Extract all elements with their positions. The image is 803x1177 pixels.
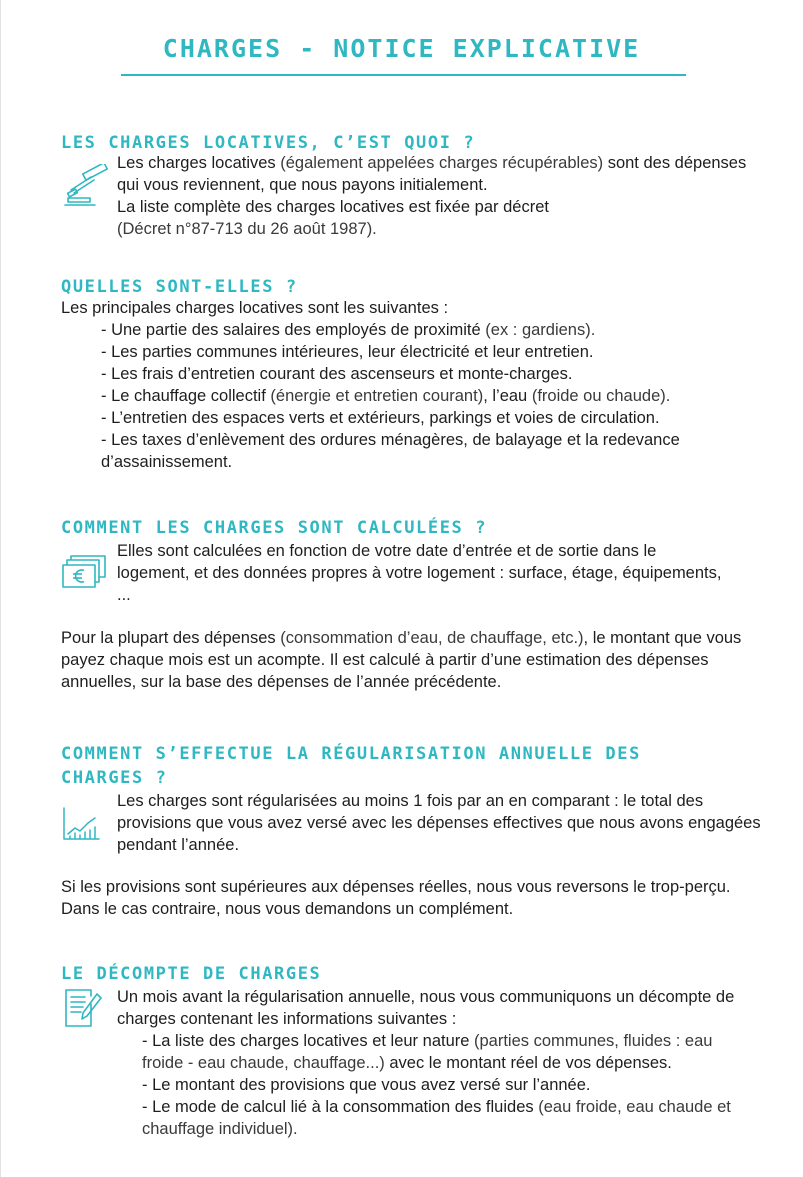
list-item: - Le chauffage collectif (énergie et entretien courant), l’eau (froide ou chaude). <box>101 387 671 405</box>
paragraph: La liste complète des charges locatives est fixée par décret <box>117 198 549 216</box>
section-text-how-calculated <box>61 627 761 693</box>
gavel-icon <box>63 164 111 208</box>
paragraph: Les charges locatives (également appelées charges récupérables) sont des dépenses qui vous reviennent, que nous payons initialement. <box>117 154 747 194</box>
list-item: - Une partie des salaires des employés de proximité (ex : gardiens). <box>101 321 596 339</box>
line-chart-icon <box>61 806 101 842</box>
paragraph: Les principales charges locatives sont les suivantes : <box>61 299 449 317</box>
list-item: - Les taxes d’enlèvement des ordures ménagères, de balayage et la redevance d’assainissement. <box>101 431 680 471</box>
list-item: - Le mode de calcul lié à la consommation des fluides (eau froide, eau chaude et chauffage individuel). <box>142 1098 731 1138</box>
title-underline <box>121 74 686 76</box>
paragraph: Les charges sont régularisées au moins 1 fois par an en comparant : le total des provisions que vous avez versé avec les dépenses effectives que nous avons engagées pendant l’année. <box>117 792 761 854</box>
section-heading-charges-statement: LE DÉCOMPTE DE CHARGES <box>61 964 322 984</box>
paragraph: Pour la plupart des dépenses (consommation d’eau, de chauffage, etc.), le montant que vous payez chaque mois est un acompte. Il est calculé à partir d’une estimation des dépenses annuelles, sur la base des dépenses de l’année précédente. <box>61 629 742 691</box>
section-text-regularization-intro <box>117 790 779 856</box>
section-text-regularization <box>61 876 766 920</box>
decree-reference: (Décret n°87-713 du 26 août 1987). <box>117 220 377 238</box>
page-edge-rule <box>0 0 1 1177</box>
list-item: - La liste des charges locatives et leur nature (parties communes, fluides : eau froide - eau chaude, chauffage...) avec le montant réel de vos dépenses. <box>142 1032 713 1072</box>
list-item: - Les frais d’entretien courant des ascenseurs et monte-charges. <box>101 365 573 383</box>
list-item: - Les parties communes intérieures, leur électricité et leur entretien. <box>101 343 594 361</box>
paragraph: Un mois avant la régularisation annuelle, nous vous communiquons un décompte de charges contenant les informations suivantes : <box>117 988 735 1028</box>
section-text-how-calculated-intro <box>117 540 727 606</box>
section-heading-what-are-charges: LES CHARGES LOCATIVES, C’EST QUOI ? <box>61 133 476 153</box>
charges-list <box>61 319 761 473</box>
paragraph: Si les provisions sont supérieures aux dépenses réelles, nous vous reversons le trop-perçu. Dans le cas contraire, nous vous demandons un complément. <box>61 878 731 918</box>
section-text-what-are-they <box>61 297 761 473</box>
section-text-charges-statement <box>117 986 757 1140</box>
statement-info-list <box>117 1030 757 1140</box>
section-heading-what-are-they: QUELLES SONT-ELLES ? <box>61 277 298 297</box>
page-title: CHARGES - NOTICE EXPLICATIVE <box>162 34 641 63</box>
list-item: - Le montant des provisions que vous avez versé sur l’année. <box>142 1076 591 1094</box>
section-heading-annual-regularization: COMMENT S’EFFECTUE LA RÉGULARISATION ANNUELLE DES CHARGES ? <box>61 744 641 788</box>
euro-bill-icon <box>61 553 113 591</box>
section-text-what-are-charges <box>117 152 747 240</box>
list-item: - L’entretien des espaces verts et extérieurs, parkings et voies de circulation. <box>101 409 660 427</box>
paragraph: Elles sont calculées en fonction de votre date d’entrée et de sortie dans le logement, et des données propres à votre logement : surface, étage, équipements, ... <box>117 542 722 604</box>
document-pen-icon <box>63 988 103 1030</box>
section-heading-how-calculated: COMMENT LES CHARGES SONT CALCULÉES ? <box>61 518 488 538</box>
